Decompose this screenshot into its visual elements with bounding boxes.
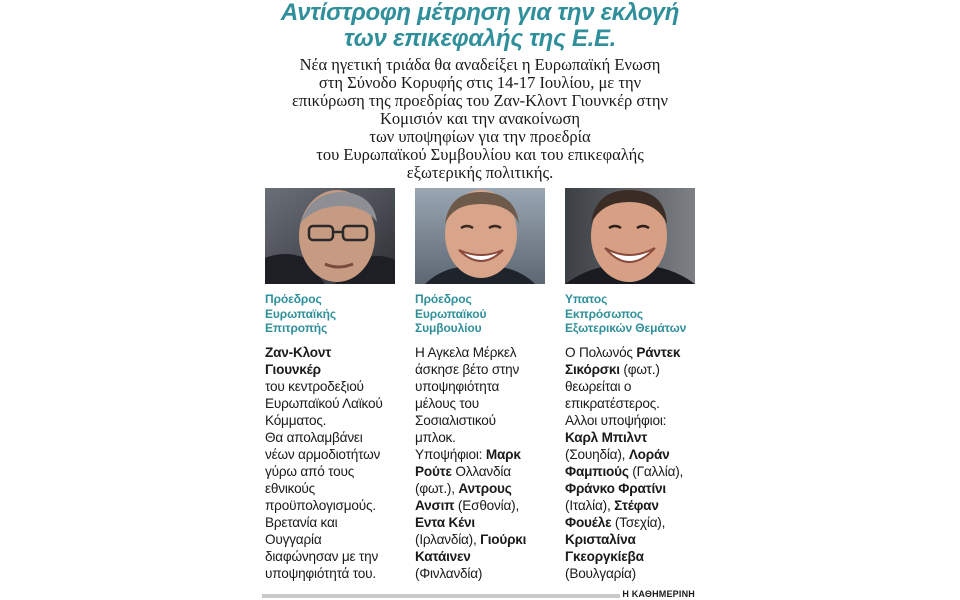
intro-line: Κομισιόν και την ανακοίνωση (379, 109, 581, 128)
text-line: Ουγγαρία (265, 531, 322, 547)
role-line: Υπατος (565, 292, 608, 306)
text-line (415, 446, 551, 463)
role-line: Ευρωπαϊκού (415, 306, 487, 321)
intro-line: Νέα ηγετική τριάδα θα αναδείξει η Ευρωπαϊκή Ενωση (299, 55, 661, 74)
candidate-name: Στέφαν (614, 497, 659, 513)
role-title (265, 292, 401, 336)
role-title (565, 292, 701, 336)
text-line (565, 463, 701, 480)
text-span: Ο Πολωνός (565, 344, 637, 360)
candidate-name: Ρούτε (415, 463, 452, 479)
text-span: (Ιρλανδία), (415, 531, 481, 547)
role-line: Επιτροπής (265, 321, 328, 335)
intro-line: εξωτερικής πολιτικής. (406, 163, 554, 182)
candidate-description (415, 344, 551, 582)
text-line: προϋπολογισμούς. (265, 497, 376, 513)
infographic (262, 0, 698, 600)
candidate-name: Γκεοργκίεβα (565, 548, 644, 564)
intro-line: των υποψηφίων για την προεδρία (369, 127, 591, 146)
text-line: Σοσιαλιστικού (415, 412, 496, 428)
headline-line-2: των επικεφαλής της Ε.Ε. (343, 25, 617, 52)
text-line (565, 514, 701, 531)
text-line: Κόμματος. (265, 412, 327, 428)
text-line: (Βουλγαρία) (565, 565, 636, 581)
candidate-name: Ράντεκ (636, 344, 681, 360)
text-line: επικρατέστερος. (565, 395, 660, 411)
candidate-name: Φουέλε (565, 514, 612, 530)
headline (262, 0, 698, 52)
footer-rule (262, 594, 620, 598)
text-line: γύρω από τους (265, 463, 355, 479)
text-line (415, 497, 551, 514)
role-line: Εξωτερικών Θεμάτων (565, 321, 687, 335)
text-line: υποψηφιότητά του. (265, 565, 376, 581)
candidate-description (565, 344, 701, 582)
role-line: Πρόεδρος (265, 292, 322, 306)
candidate-name: Φράνκο Φρατίνι (565, 480, 666, 496)
text-span: (Ιταλία), (565, 497, 615, 513)
text-span: (Εσθονία), (454, 497, 520, 513)
text-line: Η Αγκελα Μέρκελ (415, 344, 517, 360)
candidate-name: Λοράν (628, 446, 670, 462)
candidate-name: Γιουνκέρ (265, 361, 321, 377)
text-line: υποψηφιότητα (415, 378, 500, 394)
text-span: (Γαλλία), (628, 463, 684, 479)
intro-paragraph (262, 56, 698, 182)
role-title (415, 292, 551, 336)
candidate-name: Κρισταλίνα (565, 531, 636, 547)
text-span: Υποψήφιοι: (415, 446, 486, 462)
text-line (565, 446, 701, 463)
role-line: Συμβουλίου (415, 321, 482, 335)
text-line: του κεντροδεξιού (265, 378, 364, 394)
text-span: (φωτ.) (619, 361, 660, 377)
text-line: μέλους του (415, 395, 479, 411)
candidate-name: Εντα Κένι (415, 514, 475, 530)
text-span: (φωτ.), (415, 480, 459, 496)
candidate-column-council (415, 188, 551, 582)
intro-line: του Ευρωπαϊκού Συμβουλίου και του επικεφαλής (316, 145, 644, 164)
candidate-name: Ζαν-Κλοντ (265, 344, 332, 360)
text-line: θεωρείται ο (565, 378, 632, 394)
headline-line-1: Αντίστροφη μέτρηση για την εκλογή (280, 0, 680, 26)
text-line (565, 497, 701, 514)
text-line: Αλλοι υποψήφιοι: (565, 412, 667, 428)
text-line: μπλοκ. (415, 429, 456, 445)
text-line: (Φινλανδία) (415, 565, 483, 581)
text-line (415, 531, 551, 548)
portrait-juncker-photo (265, 188, 395, 284)
candidate-description (265, 344, 401, 582)
candidate-name: Γιούρκι (480, 531, 527, 547)
candidate-name: Σικόρσκι (565, 361, 620, 377)
text-span: (Τσεχία), (611, 514, 666, 530)
role-line: Ευρωπαϊκής (265, 306, 337, 321)
text-line: Βρετανία και (265, 514, 338, 530)
text-span: (Σουηδία), (565, 446, 629, 462)
candidate-name: Φαμπιούς (565, 463, 629, 479)
text-line: Θα απολαμβάνει (265, 429, 363, 445)
candidate-name: Ανσιπ (415, 497, 455, 513)
text-line: νέων αρμοδιοτήτων (265, 446, 381, 462)
candidate-name: Καρλ Μπιλντ (565, 429, 648, 445)
portrait-sikorski-photo (565, 188, 695, 284)
text-line: άσκησε βέτο στην (415, 361, 520, 377)
text-line (415, 480, 551, 497)
candidate-name: Κατάινεν (415, 548, 471, 564)
text-line (565, 344, 701, 361)
candidate-name: Αντρους (458, 480, 512, 496)
text-line: Ευρωπαϊκού Λαϊκού (265, 395, 383, 411)
intro-line: επικύρωση της προεδρίας του Ζαν-Κλοντ Γιουνκέρ στην (291, 91, 669, 110)
candidate-column-commission (265, 188, 401, 582)
publisher-credit: Η ΚΑΘΗΜΕΡΙΝΗ (622, 589, 695, 599)
role-line: Εκπρόσωπος (565, 306, 644, 321)
text-line: εθνικούς (265, 480, 316, 496)
intro-line: στη Σύνοδο Κορυφής στις 14-17 Ιουλίου, με την (318, 73, 642, 92)
text-line: διαφώνησαν με την (265, 548, 379, 564)
candidate-column-foreign-affairs (565, 188, 701, 582)
portrait-rutte-photo (415, 188, 545, 284)
candidate-name: Μαρκ (485, 446, 521, 462)
text-span: Ολλανδία (451, 463, 511, 479)
text-line (565, 361, 701, 378)
text-line (415, 463, 551, 480)
role-line: Πρόεδρος (415, 292, 472, 306)
